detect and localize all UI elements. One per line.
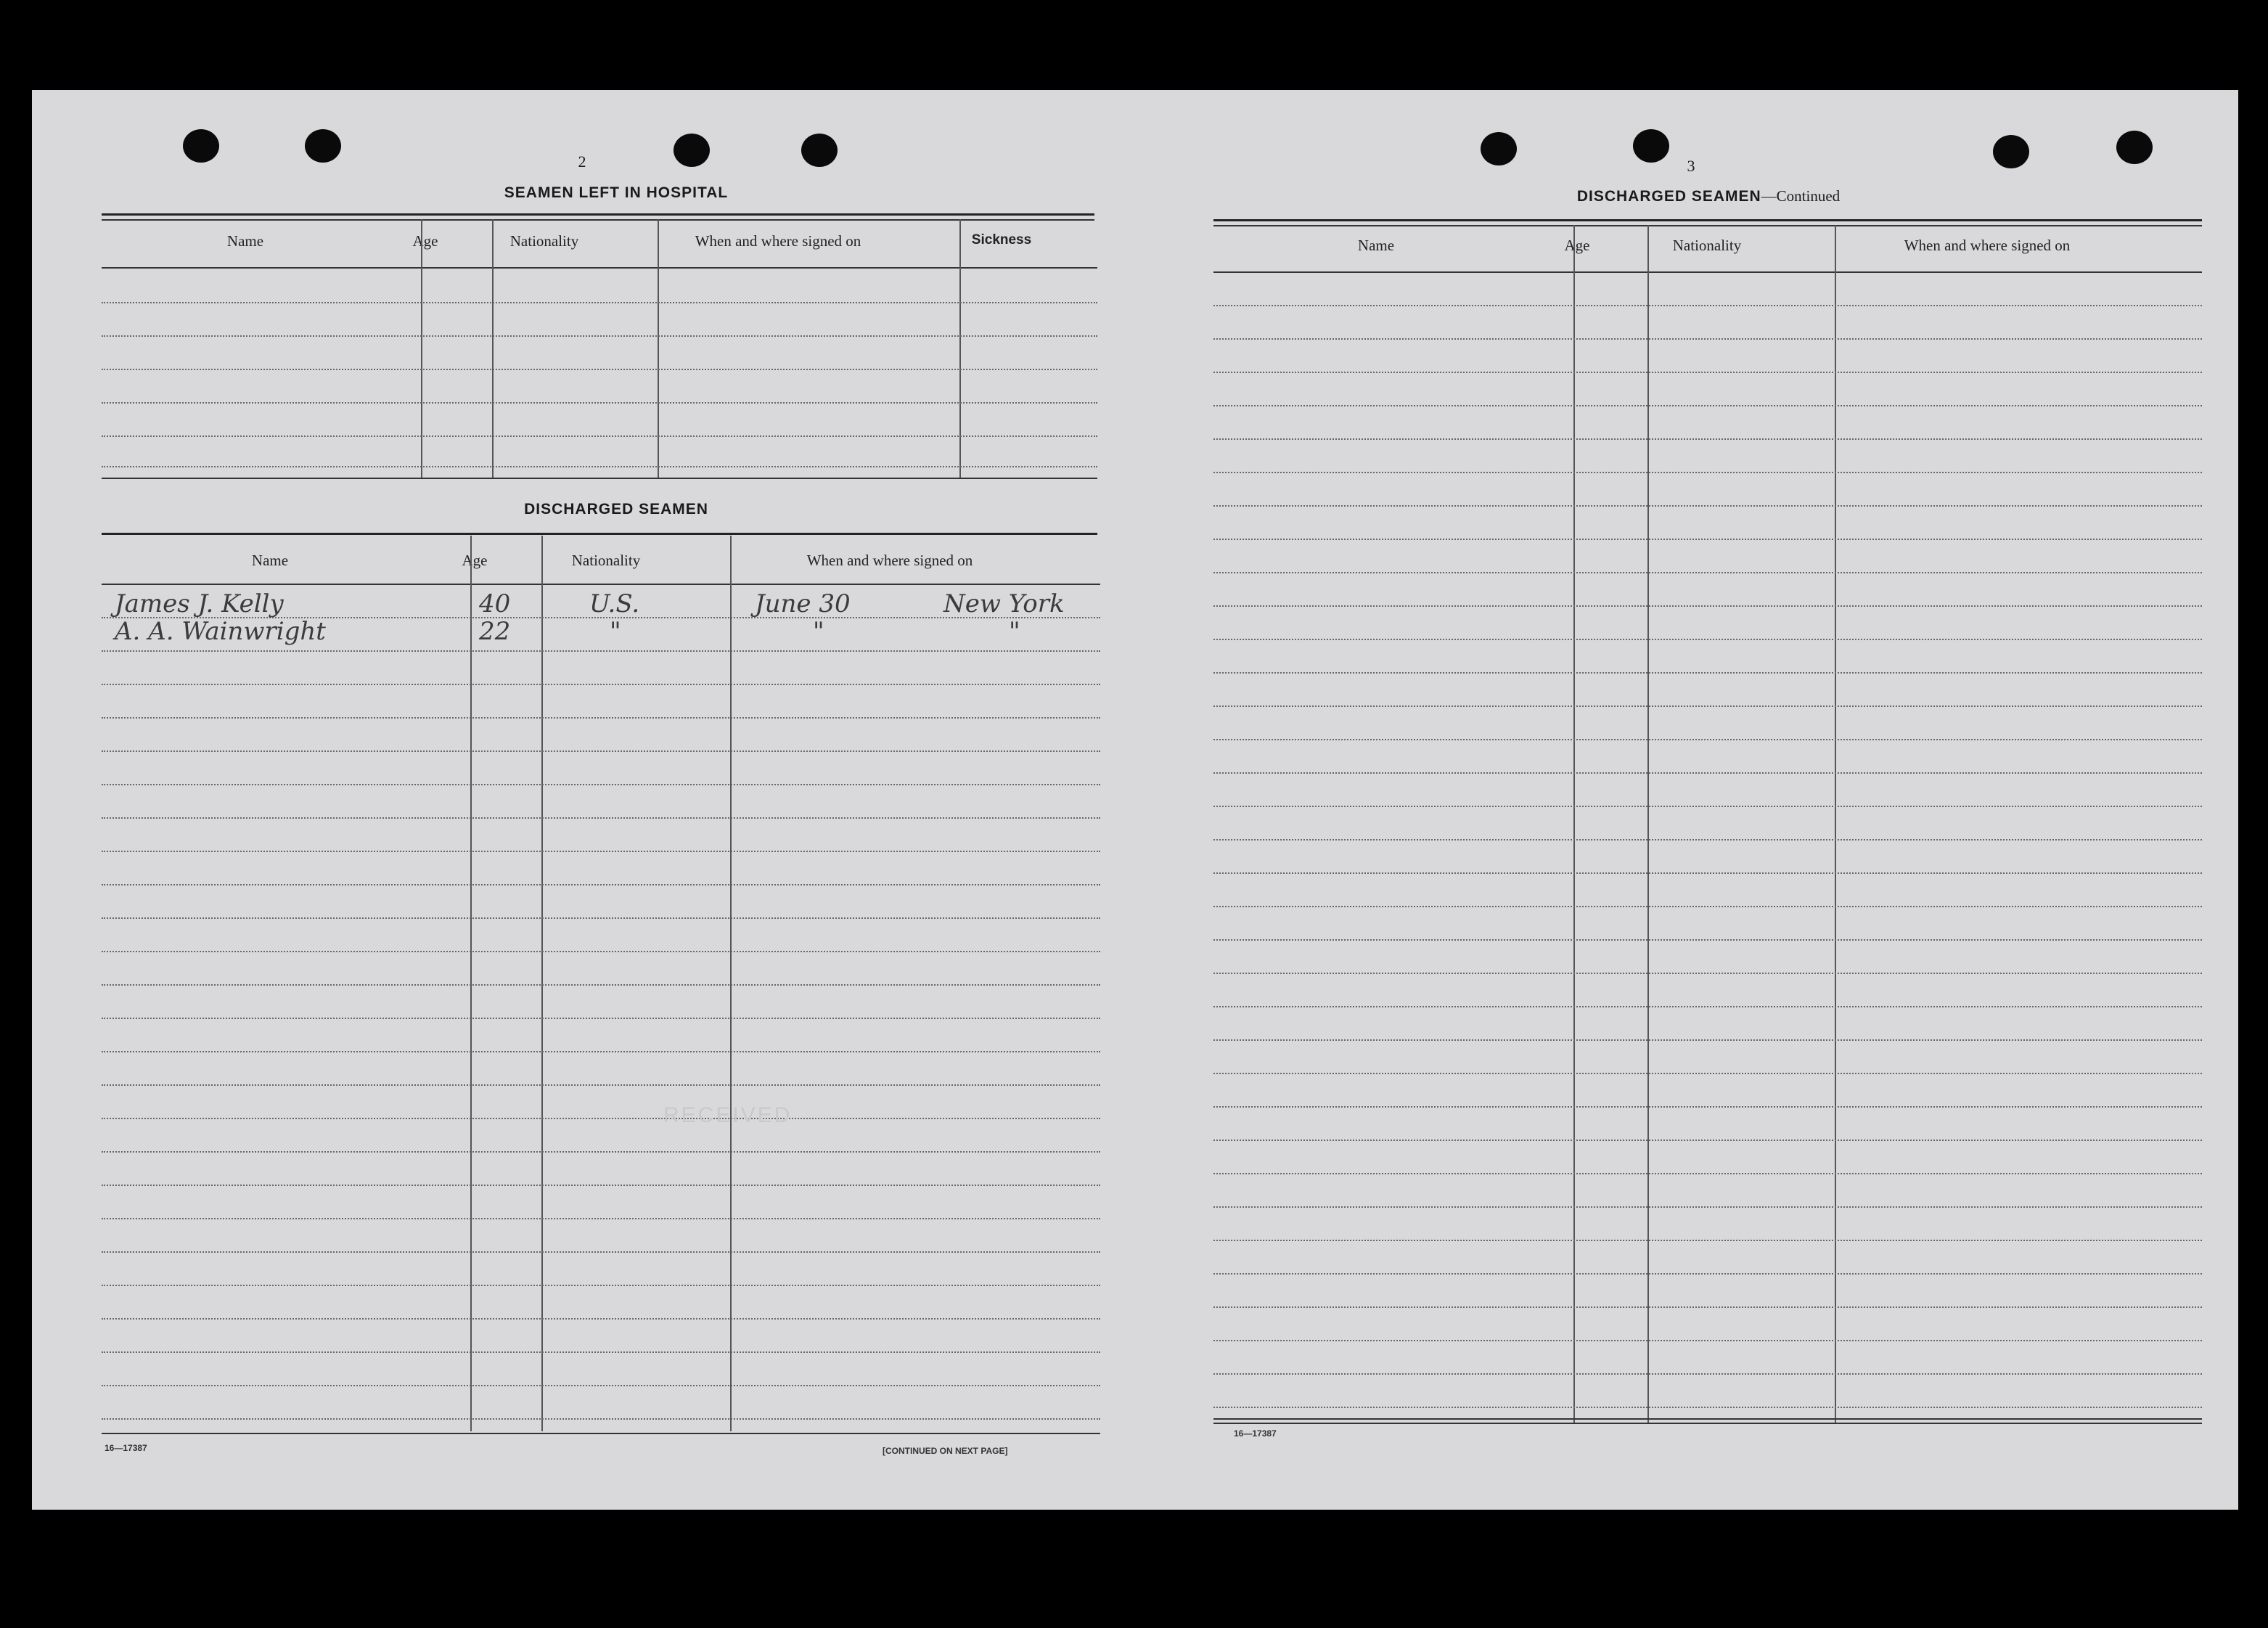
seaman-nationality: U.S. xyxy=(589,589,640,618)
punch-hole xyxy=(1993,135,2029,168)
discharged-top-rule xyxy=(102,533,1097,535)
column-header-age: Age xyxy=(412,232,438,250)
page-number-right: 3 xyxy=(1687,157,1695,175)
hospital-section-title: SEAMEN LEFT IN HOSPITAL xyxy=(504,184,729,201)
signed-on-place: New York xyxy=(943,589,1065,618)
punch-hole xyxy=(305,129,341,163)
discharged-table xyxy=(102,536,1100,1453)
punch-hole xyxy=(801,134,838,167)
column-header-name: Name xyxy=(1357,237,1395,254)
column-header-age: Age xyxy=(462,552,488,569)
seaman-name: James J. Kelly xyxy=(115,589,284,618)
continued-note: [CONTINUED ON NEXT PAGE] xyxy=(883,1446,1008,1456)
column-header-name: Name xyxy=(226,232,264,250)
discharged-continued-title: DISCHARGED SEAMEN—Continued xyxy=(1576,187,1841,205)
punch-hole xyxy=(183,129,219,163)
column-header-age: Age xyxy=(1564,237,1590,254)
signed-on-place: " xyxy=(1009,617,1020,646)
column-header-when-where: When and where signed on xyxy=(1904,237,2071,254)
discharged-section-title: DISCHARGED SEAMEN xyxy=(524,501,708,518)
hospital-top-rule xyxy=(102,213,1094,216)
form-number-right: 16—17387 xyxy=(1234,1428,1277,1439)
seaman-age: 40 xyxy=(479,589,511,618)
seaman-nationality: " xyxy=(610,617,621,646)
seaman-age: 22 xyxy=(479,617,511,646)
form-number-left: 16—17387 xyxy=(105,1443,147,1453)
discharged-continued-table xyxy=(1213,225,2202,1427)
punch-hole xyxy=(1481,132,1517,165)
page-number-left: 2 xyxy=(578,152,586,171)
column-header-sickness: Sickness xyxy=(971,232,1032,248)
document-sheet xyxy=(32,90,2238,1510)
faint-stamp: RECEIVED xyxy=(663,1103,793,1127)
column-header-nationality: Nationality xyxy=(571,552,641,569)
hospital-table xyxy=(102,219,1097,480)
column-header-name: Name xyxy=(251,552,289,569)
column-header-nationality: Nationality xyxy=(1672,237,1742,254)
punch-hole xyxy=(674,134,710,167)
punch-hole xyxy=(1633,129,1669,163)
signed-on-date: June 30 xyxy=(755,589,851,618)
column-header-when-where: When and where signed on xyxy=(695,232,861,250)
punch-hole xyxy=(2116,131,2153,164)
signed-on-date: " xyxy=(813,617,824,646)
column-header-when-where: When and where signed on xyxy=(806,552,973,569)
seaman-name: A. A. Wainwright xyxy=(115,617,326,646)
column-header-nationality: Nationality xyxy=(509,232,579,250)
